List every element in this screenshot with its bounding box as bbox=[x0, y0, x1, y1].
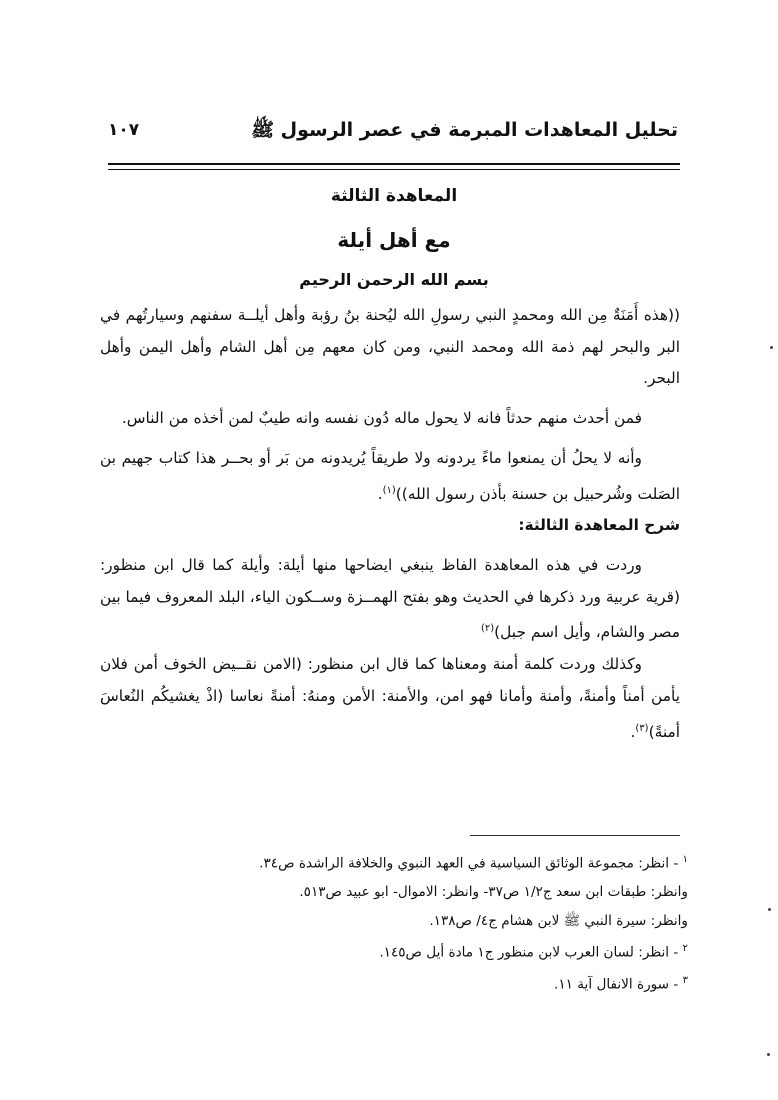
commentary-heading: شرح المعاهدة الثالثة: bbox=[518, 516, 680, 535]
treaty-paragraph-1: ((هذه أَمَنَةٌ مِن الله ومحمدٍ النبي رسولِ الله ليُحنة بنُ رؤبة وأهل أيلــة سفنهم وسيارتُهم في البر والبحر لهم ذمة الله ومحمد النبي، ومن كان معهم مِن أهل الشام وأهل اليمن وأهل البحر. bbox=[100, 306, 680, 388]
running-header bbox=[108, 118, 678, 152]
page-number: ١٠٧ bbox=[108, 120, 140, 140]
commentary-paragraph-1: وردت في هذه المعاهدة الفاظ ينبغي ايضاحها منها أيلة: وأيلة كما قال ابن منظور: (قرية عربية ورد ذكرها في الحديث وهو بفتح الهمــزة وســكون الياء، البلد المعروف فيما بين مصر والشام، وأيل اسم جبل)$^{(٢)}$ bbox=[100, 556, 680, 642]
treaty-subheading: مع أهل أيلة bbox=[337, 228, 451, 252]
basmala: بسم الله الرحمن الرحيم bbox=[299, 270, 489, 289]
section-headings bbox=[108, 180, 680, 289]
main-text bbox=[100, 300, 680, 749]
footnote-ref-3: (٣) bbox=[635, 722, 649, 734]
scan-speck bbox=[768, 908, 771, 911]
footnote: $^١$ - انظر: مجموعة الوثائق السياسية في العهد النبوي والخلافة الراشدة ص٣٤. bbox=[259, 854, 688, 872]
commentary-paragraph-2: وكذلك وردت كلمة أمنة ومعناها كما قال ابن منظور: (الامن نقــيض الخوف أمن فلان يأمن أمناً وأمنةً، وأمنة وأمانا فهو امن، والأمنة: الأمن ومنهُ: أمنةً نعاسا (اذْ يغشيكُم النُعاسَ أمنةً)$^{(٣)}$. bbox=[100, 655, 680, 741]
footnote: وانظر: طبقات ابن سعد ج١/٢ ص٣٧- وانظر: الاموال- ابو عبيد ص٥١٣. bbox=[299, 884, 688, 901]
scan-speck bbox=[770, 346, 773, 349]
book-title: تحليل المعاهدات المبرمة في عصر الرسول ﷺ bbox=[251, 119, 678, 141]
scan-speck bbox=[767, 1053, 770, 1056]
footnote-separator bbox=[470, 835, 680, 836]
treaty-paragraph-2: فمن أحدث منهم حدثاً فانه لا يحول ماله دُون نفسه وانه طيبٌ لمن أخذه من الناس. bbox=[121, 409, 642, 428]
footnote: $^٢$ - انظر: لسان العرب لابن منظور ج١ مادة أيل ص١٤٥. bbox=[379, 943, 688, 961]
footnote: $^٣$ - سورة الانفال آية ١١. bbox=[554, 975, 688, 993]
footnote: وانظر: سيرة النبي ﷺ لابن هشام ج٤/ ص١٣٨. bbox=[429, 912, 688, 929]
header-rule-thin bbox=[108, 169, 680, 170]
footnote-ref-2: (٢) bbox=[480, 623, 495, 635]
treaty-paragraph-3: وأنه لا يحلُ أن يمنعوا ماءً يردونه ولا طريقاً يُريدونه من بَر أو بحــر هذا كتاب جهيم بن الصَلت وشُرحبيل بن حسنة بأذن رسول الله))$^{(١)}$. bbox=[100, 448, 680, 503]
treaty-heading: المعاهدة الثالثة bbox=[330, 186, 458, 206]
footnote-ref-1: (١) bbox=[382, 484, 396, 496]
footnotes bbox=[100, 846, 688, 1000]
header-rule-thick bbox=[108, 163, 680, 165]
